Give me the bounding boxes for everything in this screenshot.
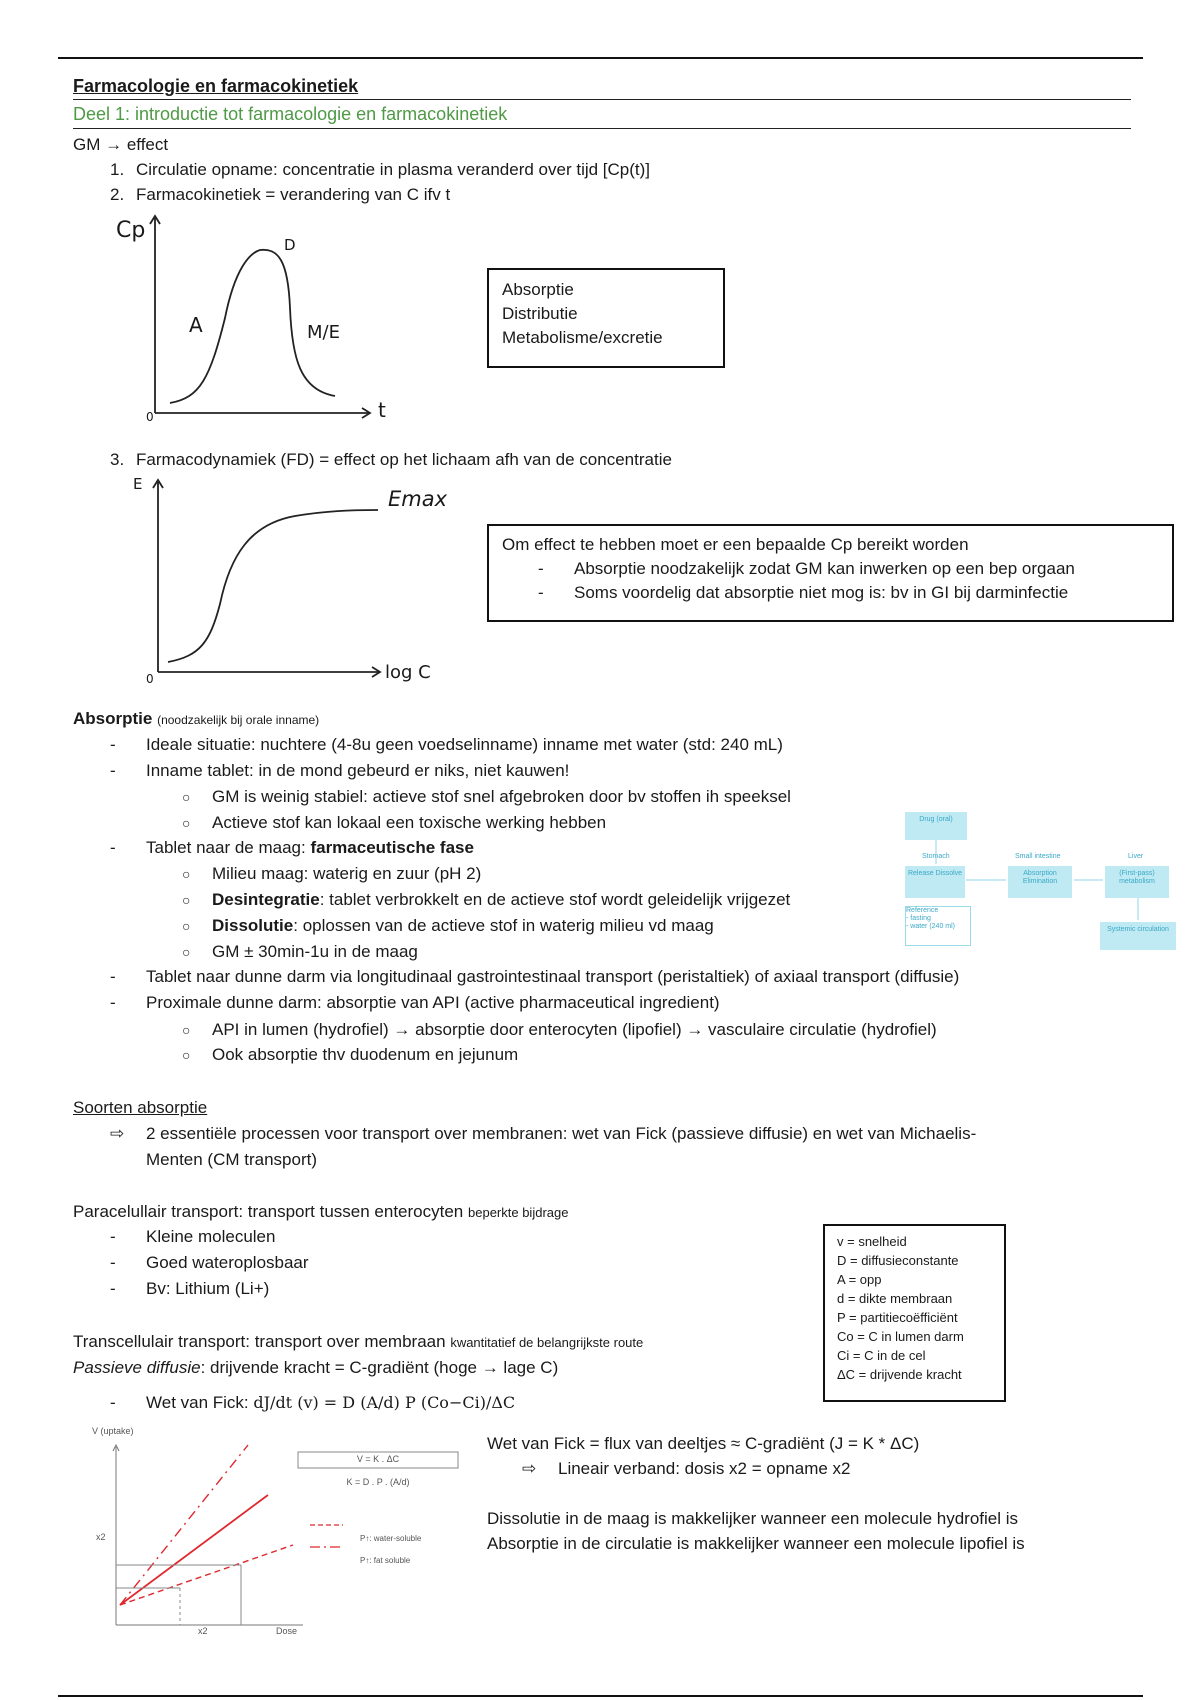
graph3-legend-1: P↑: water-soluble <box>360 1534 422 1543</box>
effect-box-bullet-text: Soms voordelig dat absorptie niet mog is: bv in GI bij darminfectie <box>574 583 1069 602</box>
intro-item-text: Farmacokinetiek = verandering van C ifv t <box>136 185 451 204</box>
absorptie-heading <box>73 708 319 731</box>
variable-legend-box <box>823 1224 1006 1402</box>
soorten-text: 2 essentiële processen voor transport over membranen: wet van Fick (passieve diffusie) en wet van Michaelis- <box>146 1124 977 1143</box>
transcellulair-heading-text: Transcellulair transport: transport over membraan <box>73 1332 446 1351</box>
effect-box-bullet: - Absorptie noodzakelijk zodat GM kan inwerken op een bep orgaan <box>538 559 1075 578</box>
absorptie-bullet: - Proximale dunne darm: absorptie van API (active pharmaceutical ingredient) <box>110 993 720 1012</box>
absorptie-subbullet: ○ Ook absorptie thv duodenum en jejunum <box>182 1045 519 1064</box>
flow-liver-label: Liver <box>1128 853 1144 860</box>
top-rule <box>58 57 1143 59</box>
intro-item-number: 1. <box>110 160 125 179</box>
effect-box-bullet-text: Absorptie noodzakelijk zodat GM kan inwerken op een bep orgaan <box>574 559 1075 578</box>
effect-box-line: Om effect te hebben moet er een bepaalde Cp bereikt worden <box>502 535 969 554</box>
bullet-text: GM ± 30min-1u in de maag <box>212 942 418 961</box>
legend-item: Co = C in lumen darm <box>837 1329 964 1344</box>
section-subtitle: Deel 1: introductie tot farmacologie en farmacokinetiek <box>73 104 508 124</box>
paracellulair-heading <box>73 1201 568 1224</box>
graph2-xlabel: log C <box>385 662 431 683</box>
intro-heading: GM → effect <box>73 135 169 154</box>
bullet-text: Inname tablet: in de mond gebeurd er niks, niet kauwen! <box>146 761 570 780</box>
intro-item-2 <box>110 184 450 206</box>
absorptie-subbullet: ○ Milieu maag: waterig en zuur (pH 2) <box>182 864 482 883</box>
legend-item: D = diffusieconstante <box>837 1253 959 1268</box>
absorptie-bullet: - Tablet naar dunne darm via longitudinaal gastrointestinaal transport (peristaltiek) of axiaal transport (diffusie) <box>110 967 960 986</box>
flow-release-box: Release Dissolve <box>905 866 965 898</box>
graph3-y-tick: x2 <box>96 1532 106 1542</box>
flow-small-intestine-label: Small intestine <box>1015 853 1061 860</box>
legend-item: P = partitiecoëfficiënt <box>837 1310 958 1325</box>
page-title: Farmacologie en farmacokinetiek <box>73 76 359 96</box>
bullet-text: Ook absorptie thv duodenum en jejunum <box>212 1045 519 1064</box>
graph1-xlabel: t <box>378 398 386 422</box>
bullet-text: Tablet naar de maag: <box>146 838 311 857</box>
flow-fasting: - fasting <box>906 915 931 922</box>
bottom-rule <box>58 1695 1143 1697</box>
fick-text-line-2 <box>522 1458 851 1480</box>
absorptie-heading-text: Absorptie <box>73 709 153 728</box>
graph1-origin: 0 <box>146 410 154 424</box>
intro-item-number: 3. <box>110 450 125 469</box>
fick-formula: dJ/dt (v) = D (A/d) P (Co−Ci)/ΔC <box>253 1393 516 1412</box>
paracellulair-item-text: Bv: Lithium (Li+) <box>146 1279 270 1298</box>
paracellulair-heading-text: Paracelullair transport: transport tussen enterocyten <box>73 1202 464 1221</box>
absorptie-subbullet: ○ API in lumen (hydrofiel) → absorptie door enterocyten (lipofiel) → vasculaire circulatie (hydrofiel) <box>182 1020 937 1039</box>
flow-absorption-box: Absorption Elimination <box>1008 866 1072 898</box>
flow-stomach-label: Stomach <box>922 853 950 860</box>
adme-item: Absorptie <box>502 280 574 299</box>
intro-item-3 <box>110 449 672 471</box>
fick-text-line-1: Wet van Fick = flux van deeltjes ≈ C-gradiënt (J = K * ΔC) <box>487 1434 920 1453</box>
graph3-eq-k: K = D . P . (A/d) <box>346 1477 410 1487</box>
flow-drug-box: Drug (oral) <box>905 812 967 840</box>
bullet-text: Tablet naar dunne darm via longitudinaal gastrointestinaal transport (peristaltiek) of axiaal transport (diffusie) <box>146 967 960 986</box>
absorptie-bullet: - Inname tablet: in de mond gebeurd er niks, niet kauwen! <box>110 761 570 780</box>
absorptie-subbullet: ○ GM ± 30min-1u in de maag <box>182 942 418 961</box>
fick-formula-line: - Wet van Fick: dJ/dt (v) = D (A/d) P (Co−Ci)/ΔC <box>110 1393 516 1412</box>
adme-item: Metabolisme/excretie <box>502 328 663 347</box>
bullet-text: Ideale situatie: nuchtere (4-8u geen voedselinname) inname met water (std: 240 mL) <box>146 735 783 754</box>
legend-item: ΔC = drijvende kracht <box>837 1367 962 1382</box>
bullet-text: API in lumen (hydrofiel) → absorptie door enterocyten (lipofiel) → vasculaire circulatie (hydrofiel) <box>212 1020 937 1039</box>
arrow-bullet-icon: ⇨ <box>110 1124 125 1143</box>
legend-item: v = snelheid <box>837 1234 907 1249</box>
bullet-text: Proximale dunne darm: absorptie van API (active pharmaceutical ingredient) <box>146 993 720 1012</box>
intro-item-number: 2. <box>110 185 125 204</box>
absorptie-subbullet: ○ Dissolutie: oplossen van de actieve stof in waterig milieu vd maag <box>182 916 714 935</box>
concentration-time-graph <box>110 208 410 433</box>
fick-text-line-4: Absorptie in de circulatie is makkelijker wanneer een molecule lipofiel is <box>487 1534 1025 1553</box>
paracellulair-item: - Kleine moleculen <box>110 1227 276 1246</box>
soorten-line-1 <box>110 1123 976 1145</box>
graph1-label-a: A <box>189 313 203 337</box>
paracellulair-item-text: Goed wateroplosbaar <box>146 1253 309 1272</box>
adme-box <box>487 268 725 368</box>
flow-water: - water (240 ml) <box>906 923 956 930</box>
subtitle-underline-rule <box>73 128 1131 129</box>
bullet-text: Milieu maag: waterig en zuur (pH 2) <box>212 864 482 883</box>
legend-item: d = dikte membraan <box>837 1291 953 1306</box>
graph2-origin: 0 <box>146 672 154 686</box>
absorptie-subbullet: ○ Desintegratie: tablet verbrokkelt en de actieve stof wordt geleidelijk vrijgezet <box>182 890 791 909</box>
graph3-xlabel: Dose <box>276 1626 298 1636</box>
graph3-x-tick: x2 <box>198 1626 208 1636</box>
transcellulair-note: kwantitatief de belangrijkste route <box>450 1335 644 1350</box>
bullet-text: : oplossen van de actieve stof in waterig milieu vd maag <box>293 916 714 935</box>
paracellulair-item: - Bv: Lithium (Li+) <box>110 1279 270 1298</box>
graph3-eq-box: V = K . ΔC <box>356 1454 400 1464</box>
intro-item-text: Farmacodynamiek (FD) = effect op het lichaam afh van de concentratie <box>136 450 672 469</box>
graph2-max-label: Emax <box>388 487 448 511</box>
paracellulair-item: - Goed wateroplosbaar <box>110 1253 309 1272</box>
absorptie-subbullet: ○ Actieve stof kan lokaal een toxische werking hebben <box>182 813 607 832</box>
graph1-ylabel: Cp <box>116 218 146 243</box>
flow-systemic-box: Systemic circulation <box>1100 922 1176 950</box>
graph3-legend-2: P↑: fat soluble <box>360 1556 411 1565</box>
transcellulair-heading <box>73 1331 643 1354</box>
adme-item: Distributie <box>502 304 578 323</box>
graph1-label-me: M/E <box>307 322 340 343</box>
soorten-line-2: Menten (CM transport) <box>146 1150 317 1169</box>
effect-box <box>487 524 1174 622</box>
legend-item: Ci = C in de cel <box>837 1348 926 1363</box>
bullet-bold: Dissolutie <box>212 916 294 935</box>
fick-text-line-3: Dissolutie in de maag is makkelijker wanneer een molecule hydrofiel is <box>487 1509 1019 1528</box>
passief-italic: Passieve diffusie <box>73 1358 201 1377</box>
graph1-label-d: D <box>284 236 296 254</box>
soorten-heading: Soorten absorptie <box>73 1098 208 1117</box>
fick-label: Wet van Fick: <box>146 1393 254 1412</box>
intro-item-text: Circulatie opname: concentratie in plasma veranderd over tijd [Cp(t)] <box>136 160 651 179</box>
bullet-bold: farmaceutische fase <box>310 838 474 857</box>
flow-reference: Reference <box>906 907 939 914</box>
passief-rest: : drijvende kracht = C-gradiënt (hoge → lage C) <box>200 1358 559 1377</box>
absorptie-subbullet: ○ GM is weinig stabiel: actieve stof snel afgebroken door bv stoffen ih speeksel <box>182 787 791 806</box>
flow-firstpass-box: (First-pass) metabolism <box>1105 866 1169 898</box>
graph3-ylabel: V (uptake) <box>92 1426 134 1436</box>
bullet-text: Actieve stof kan lokaal een toxische werking hebben <box>212 813 607 832</box>
bullet-text: GM is weinig stabiel: actieve stof snel afgebroken door bv stoffen ih speeksel <box>212 787 791 806</box>
passief-line <box>73 1357 558 1379</box>
drug-flow-diagram <box>900 808 1180 958</box>
legend-item: A = opp <box>837 1272 882 1287</box>
intro-item-1 <box>110 159 650 181</box>
effect-box-bullet: - Soms voordelig dat absorptie niet mog is: bv in GI bij darminfectie <box>538 583 1069 602</box>
paracellulair-item-text: Kleine moleculen <box>146 1227 276 1246</box>
absorptie-bullet: - Ideale situatie: nuchtere (4-8u geen voedselinname) inname met water (std: 240 mL) <box>110 735 783 754</box>
bullet-text: : tablet verbrokkelt en de actieve stof wordt geleidelijk vrijgezet <box>319 890 791 909</box>
flow-arrows <box>900 808 1180 958</box>
title-underline-rule <box>73 99 1131 100</box>
arrow-bullet-icon: ⇨ <box>522 1459 537 1478</box>
absorptie-note: (noodzakelijk bij orale inname) <box>157 713 320 727</box>
graph2-ylabel: E <box>133 475 143 493</box>
paracellulair-note: beperkte bijdrage <box>468 1205 569 1220</box>
fick-text-line-2-text: Lineair verband: dosis x2 = opname x2 <box>558 1459 851 1478</box>
absorptie-bullet: - Tablet naar de maag: farmaceutische fase <box>110 838 474 857</box>
bullet-bold: Desintegratie <box>212 890 320 909</box>
